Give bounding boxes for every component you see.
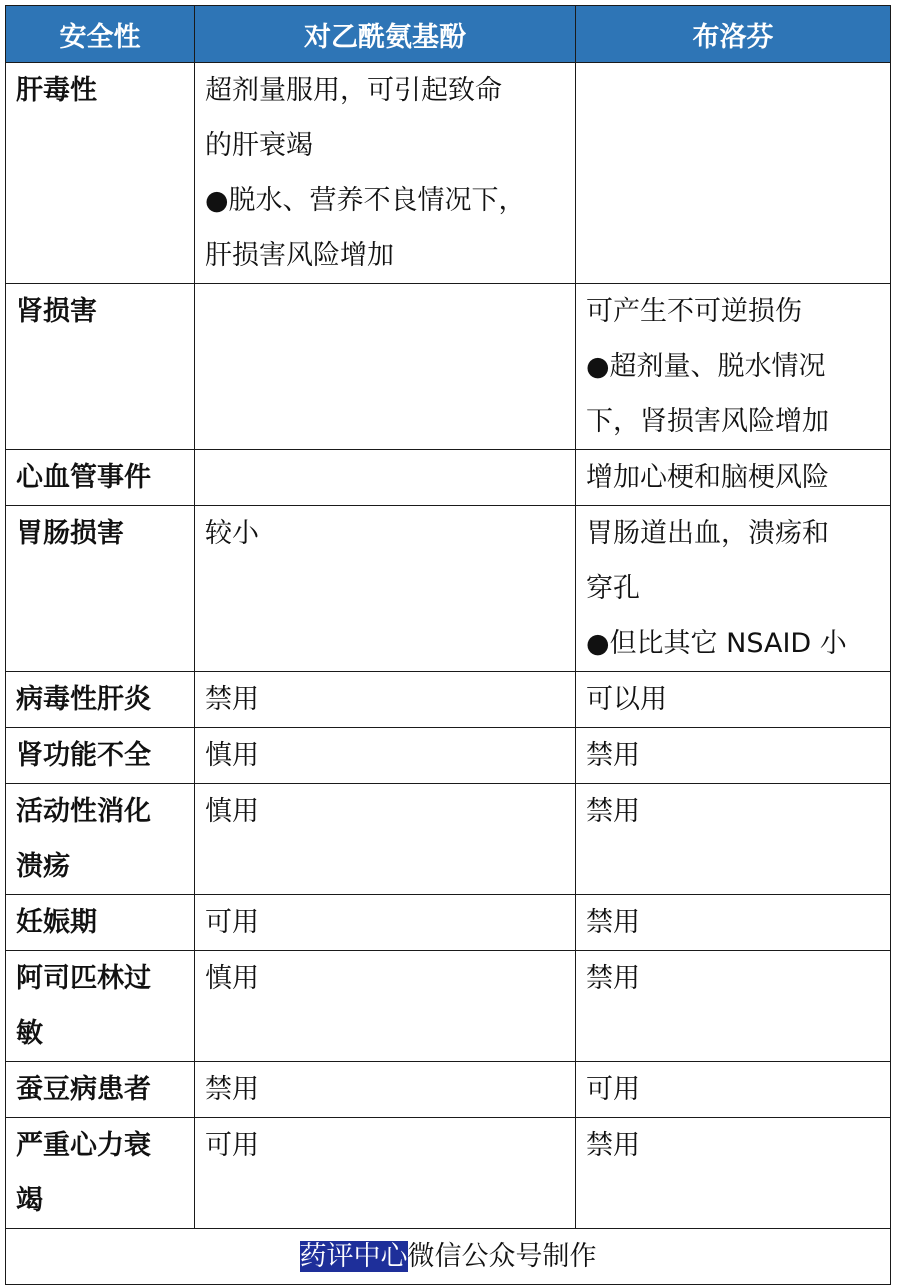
footer-credit — [6, 1229, 891, 1285]
acetaminophen-cell: 禁用 — [195, 672, 576, 728]
ibuprofen-cell: 可产生不可逆损伤 ●超剂量、脱水情况 下，肾损害风险增加 — [576, 284, 891, 450]
table-row — [6, 672, 891, 728]
ibuprofen-cell: 禁用 — [576, 951, 891, 1062]
row-label: 严重心力衰 竭 — [6, 1118, 195, 1229]
header-acetaminophen: 对乙酰氨基酚 — [195, 6, 576, 63]
acetaminophen-cell: 慎用 — [195, 784, 576, 895]
row-label: 妊娠期 — [6, 895, 195, 951]
header-safety: 安全性 — [6, 6, 195, 63]
ibuprofen-cell: 禁用 — [576, 728, 891, 784]
table-row — [6, 450, 891, 506]
table-header-row — [6, 6, 891, 63]
ibuprofen-cell: 禁用 — [576, 784, 891, 895]
acetaminophen-cell: 慎用 — [195, 951, 576, 1062]
safety-comparison-table — [5, 5, 891, 1285]
ibuprofen-cell: 可以用 — [576, 672, 891, 728]
table-row — [6, 1118, 891, 1229]
ibuprofen-cell: 增加心梗和脑梗风险 — [576, 450, 891, 506]
footer-row — [6, 1229, 891, 1285]
row-label: 肾损害 — [6, 284, 195, 450]
row-label: 病毒性肝炎 — [6, 672, 195, 728]
table-row — [6, 506, 891, 672]
table-row — [6, 728, 891, 784]
row-label: 心血管事件 — [6, 450, 195, 506]
table-row — [6, 895, 891, 951]
acetaminophen-cell: 慎用 — [195, 728, 576, 784]
row-label: 蚕豆病患者 — [6, 1062, 195, 1118]
table-row — [6, 284, 891, 450]
acetaminophen-cell — [195, 284, 576, 450]
header-ibuprofen: 布洛芬 — [576, 6, 891, 63]
acetaminophen-cell: 超剂量服用，可引起致命 的肝衰竭 ●脱水、营养不良情况下， 肝损害风险增加 — [195, 63, 576, 284]
footer-text: 微信公众号制作 — [407, 1241, 597, 1272]
row-label: 肝毒性 — [6, 63, 195, 284]
acetaminophen-cell: 可用 — [195, 1118, 576, 1229]
table-row — [6, 1062, 891, 1118]
ibuprofen-cell: 可用 — [576, 1062, 891, 1118]
row-label: 活动性消化 溃疡 — [6, 784, 195, 895]
row-label: 阿司匹林过 敏 — [6, 951, 195, 1062]
comparison-table-container — [5, 5, 890, 1285]
table-row — [6, 784, 891, 895]
ibuprofen-cell: 胃肠道出血，溃疡和 穿孔 ●但比其它 NSAID 小 — [576, 506, 891, 672]
ibuprofen-cell — [576, 63, 891, 284]
acetaminophen-cell: 较小 — [195, 506, 576, 672]
ibuprofen-cell: 禁用 — [576, 1118, 891, 1229]
acetaminophen-cell: 禁用 — [195, 1062, 576, 1118]
row-label: 肾功能不全 — [6, 728, 195, 784]
table-row — [6, 63, 891, 284]
row-label: 胃肠损害 — [6, 506, 195, 672]
acetaminophen-cell: 可用 — [195, 895, 576, 951]
ibuprofen-cell: 禁用 — [576, 895, 891, 951]
footer-highlight: 药评中心 — [299, 1241, 408, 1272]
acetaminophen-cell — [195, 450, 576, 506]
table-row — [6, 951, 891, 1062]
